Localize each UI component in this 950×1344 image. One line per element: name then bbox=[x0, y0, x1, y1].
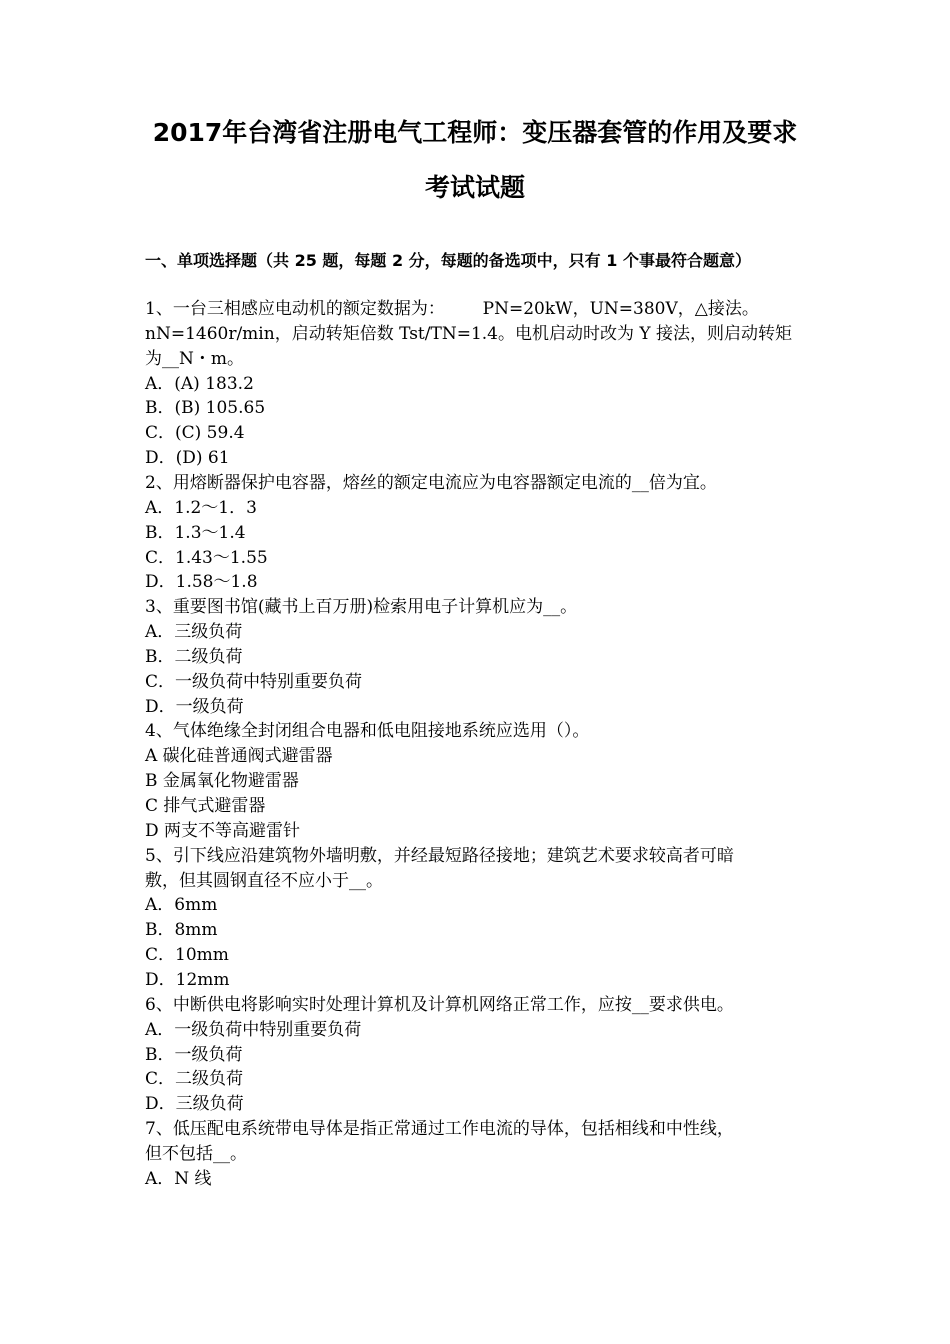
text-line: B．一级负荷 bbox=[145, 1044, 243, 1065]
text-line: D．三级负荷 bbox=[145, 1094, 244, 1115]
text-line: 4、气体绝缘全封闭组合电器和低电阻接地系统应选用（）。 bbox=[145, 721, 590, 742]
text-line: B．二级负荷 bbox=[145, 646, 243, 667]
text-line: C 排气式避雷器 bbox=[145, 796, 266, 816]
text-line: B．1.3～1.4 bbox=[145, 522, 246, 543]
text-line: C．一级负荷中特别重要负荷 bbox=[145, 671, 363, 692]
text-line: 5、引下线应沿建筑物外墙明敷，并经最短路径接地；建筑艺术要求较高者可暗 bbox=[145, 845, 734, 866]
section-heading: 一、单项选择题（共 25 题，每题 2 分，每题的备选项中，只有 1 个事最符合题意） bbox=[145, 251, 751, 270]
text-line: 2、用熔断器保护电容器，熔丝的额定电流应为电容器额定电流的__倍为宜。 bbox=[145, 472, 717, 493]
text-line: 7、低压配电系统带电导体是指正常通过工作电流的导体，包括相线和中性线， bbox=[145, 1119, 734, 1140]
text-line: C．(C) 59.4 bbox=[145, 423, 245, 444]
page-title: 2017年台湾省注册电气工程师：变压器套管的作用及要求 bbox=[152, 118, 798, 147]
text-line: C．二级负荷 bbox=[145, 1069, 244, 1090]
text-line: 但不包括__。 bbox=[145, 1143, 247, 1164]
text-line: C．10mm bbox=[145, 945, 229, 966]
text-line: A．1.2～1．3 bbox=[145, 497, 257, 518]
text-line: D．1.58～1.8 bbox=[145, 572, 258, 593]
text-line: A．(A) 183.2 bbox=[145, 373, 254, 394]
text-line: D．12mm bbox=[145, 969, 230, 990]
text-line: B．(B) 105.65 bbox=[145, 398, 266, 419]
text-line: A．N 线 bbox=[145, 1168, 212, 1189]
text-line: D．一级负荷 bbox=[145, 696, 244, 717]
text-line: 1、一台三相感应电动机的额定数据为： PN=20kW，UN=380V，△接法。 bbox=[145, 299, 759, 319]
text-line: 3、重要图书馆(藏书上百万册)检索用电子计算机应为__。 bbox=[145, 597, 578, 618]
text-line: 敷，但其圆钢直径不应小于__。 bbox=[145, 870, 383, 891]
text-line: D 两支不等高避雷针 bbox=[145, 820, 301, 841]
text-line: nN=1460r/min，启动转矩倍数 Tst/TN=1.4。电机启动时改为 Y 接法，则启动转矩 bbox=[145, 323, 793, 344]
text-line: A．6mm bbox=[145, 895, 218, 916]
text-line: 为__N・m。 bbox=[145, 348, 244, 369]
text-line: B 金属氧化物避雷器 bbox=[145, 771, 299, 792]
text-line: D．(D) 61 bbox=[145, 448, 230, 469]
text-line: A 碳化硅普通阀式避雷器 bbox=[145, 746, 333, 767]
page-title-continuation: 考试试题 bbox=[424, 173, 525, 202]
text-line: B．8mm bbox=[145, 920, 218, 941]
text-line: A．一级负荷中特别重要负荷 bbox=[145, 1019, 362, 1040]
text-line: 6、中断供电将影响实时处理计算机及计算机网络正常工作，应按__要求供电。 bbox=[145, 994, 734, 1015]
text-line: A．三级负荷 bbox=[145, 622, 243, 643]
text-line: C．1.43～1.55 bbox=[145, 547, 268, 568]
